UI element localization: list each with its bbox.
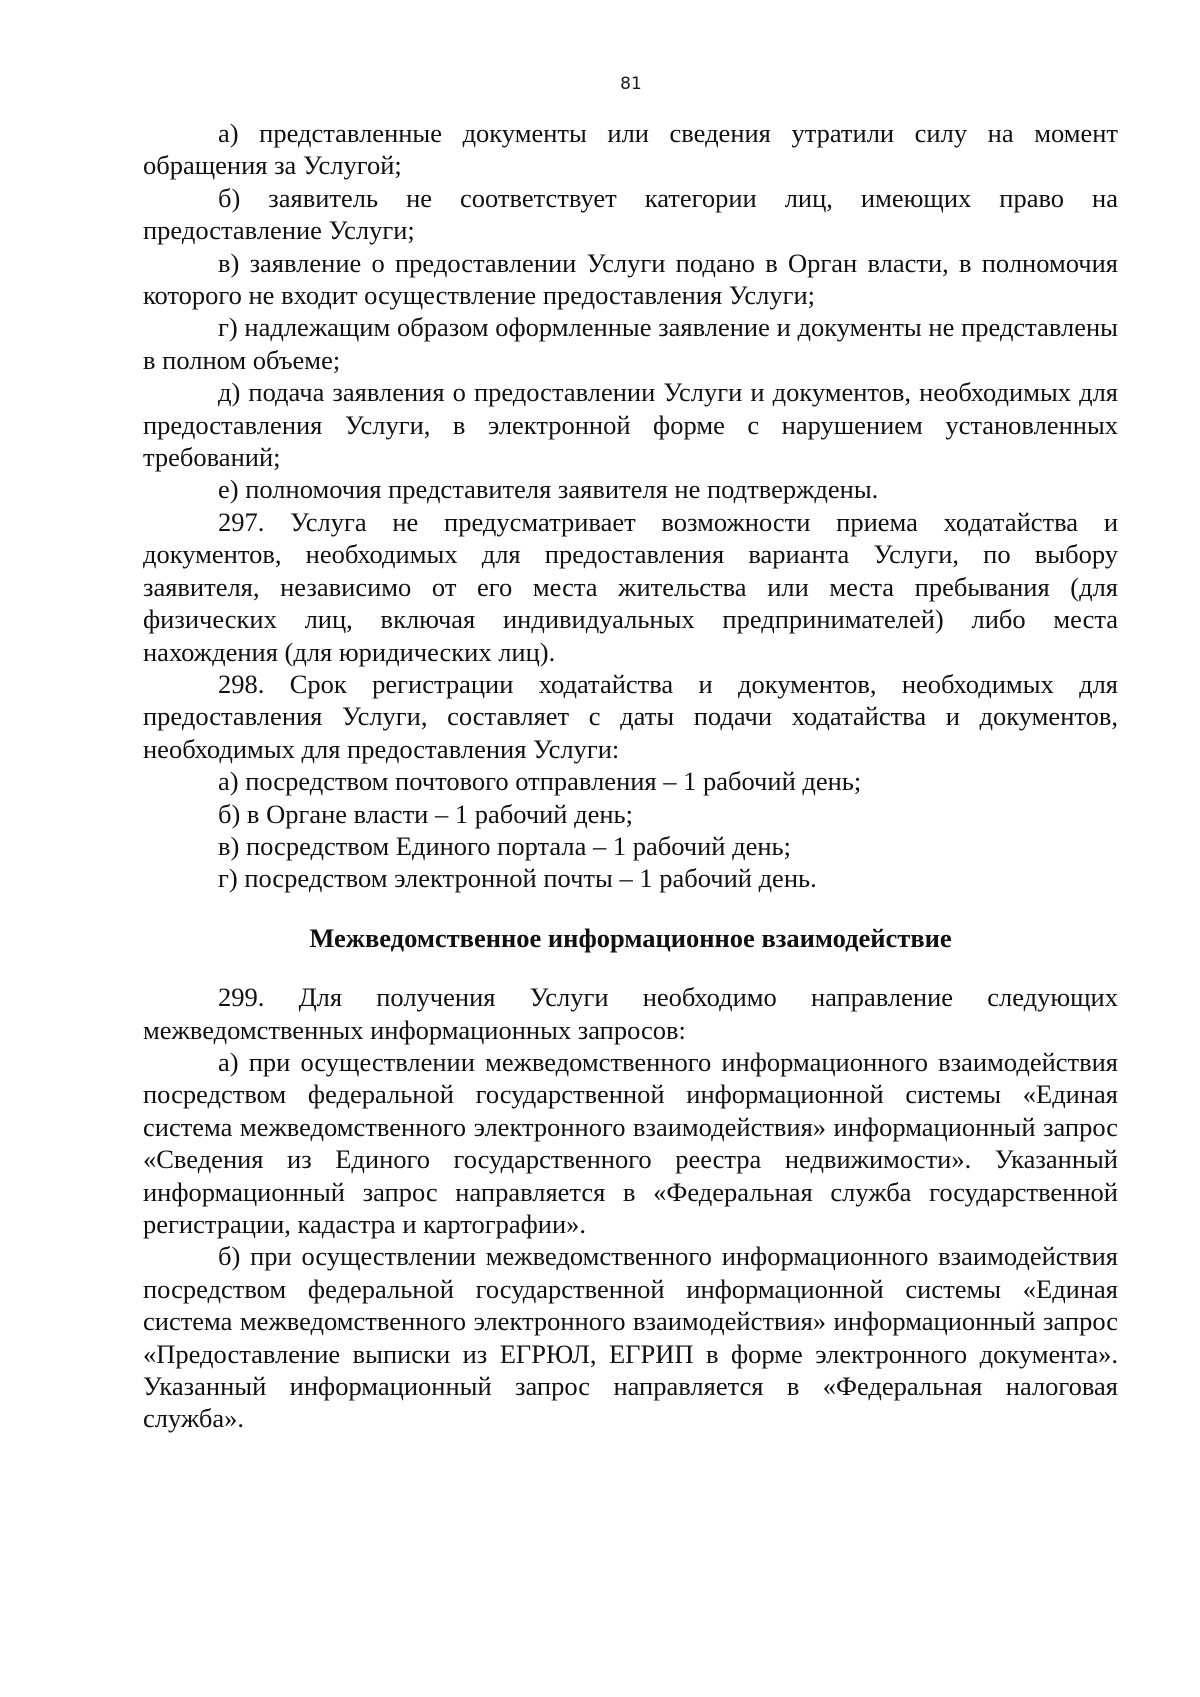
paragraph-item-b-category: б) заявитель не соответствует категории лиц, имеющих право на предоставление Услуги; bbox=[143, 182, 1118, 246]
page-number: 81 bbox=[620, 74, 642, 94]
document-body bbox=[143, 117, 1118, 1435]
paragraph-298-item-b: б) в Органе власти – 1 рабочий день; bbox=[218, 798, 633, 829]
paragraph-298: 298. Срок регистрации ходатайства и документов, необходимых для предоставления Услуги, составляет с даты подачи ходатайства и документов, необходимых для предоставления Услуги: bbox=[143, 668, 1118, 764]
paragraph-298-item-a: а) посредством почтового отправления – 1 рабочий день; bbox=[218, 766, 862, 797]
paragraph-297: 297. Услуга не предусматривает возможности приема ходатайства и документов, необходимых для предоставления варианта Услуги, по выбору заявителя, независимо от его места жительства или места пребывания (для физических лиц, включая индивидуальных предпринимателей) либо места нахождения (для юридических лиц). bbox=[143, 506, 1118, 667]
paragraph-item-d-electronic: д) подача заявления о предоставлении Услуги и документов, необходимых для предоставления Услуги, в электронной форме с нарушением установленных требований; bbox=[143, 377, 1118, 473]
paragraph-298-item-v: в) посредством Единого портала – 1 рабочий день; bbox=[218, 830, 791, 861]
paragraph-299-item-b: б) при осуществлении межведомственного информационного взаимодействия посредством федеральной государственной информационной системы «Единая система межведомственного электронного взаимодействия» информационный запрос «Предоставление выписки из ЕГРЮЛ, ЕГРИП в форме электронного документа». Указанный информационный запрос направляется в «Федеральная налоговая служба». bbox=[143, 1241, 1118, 1434]
section-heading: Межведомственное информационное взаимодействие bbox=[309, 922, 952, 953]
paragraph-299: 299. Для получения Услуги необходимо направление следующих межведомственных информационных запросов: bbox=[143, 982, 1118, 1045]
paragraph-item-e-representative: е) полномочия представителя заявителя не подтверждены. bbox=[218, 474, 879, 505]
paragraph-298-item-g: г) посредством электронной почты – 1 рабочий день. bbox=[218, 863, 817, 894]
paragraph-item-v-authority: в) заявление о предоставлении Услуги подано в Орган власти, в полномочия которого не входит осуществление предоставления Услуги; bbox=[143, 247, 1118, 311]
paragraph-item-a-expired: а) представленные документы или сведения утратили силу на момент обращения за Услугой; bbox=[143, 118, 1118, 181]
paragraph-item-g-documents: г) надлежащим образом оформленные заявление и документы не представлены в полном объеме; bbox=[143, 312, 1118, 375]
paragraph-299-item-a: а) при осуществлении межведомственного информационного взаимодействия посредством федеральной государственной информационной системы «Единая система межведомственного электронного взаимодействия» информационный запрос «Сведения из Единого государственного реестра недвижимости». Указанный информационный запрос направляется в «Федеральная служба государственной регистрации, кадастра и картографии». bbox=[143, 1046, 1118, 1239]
